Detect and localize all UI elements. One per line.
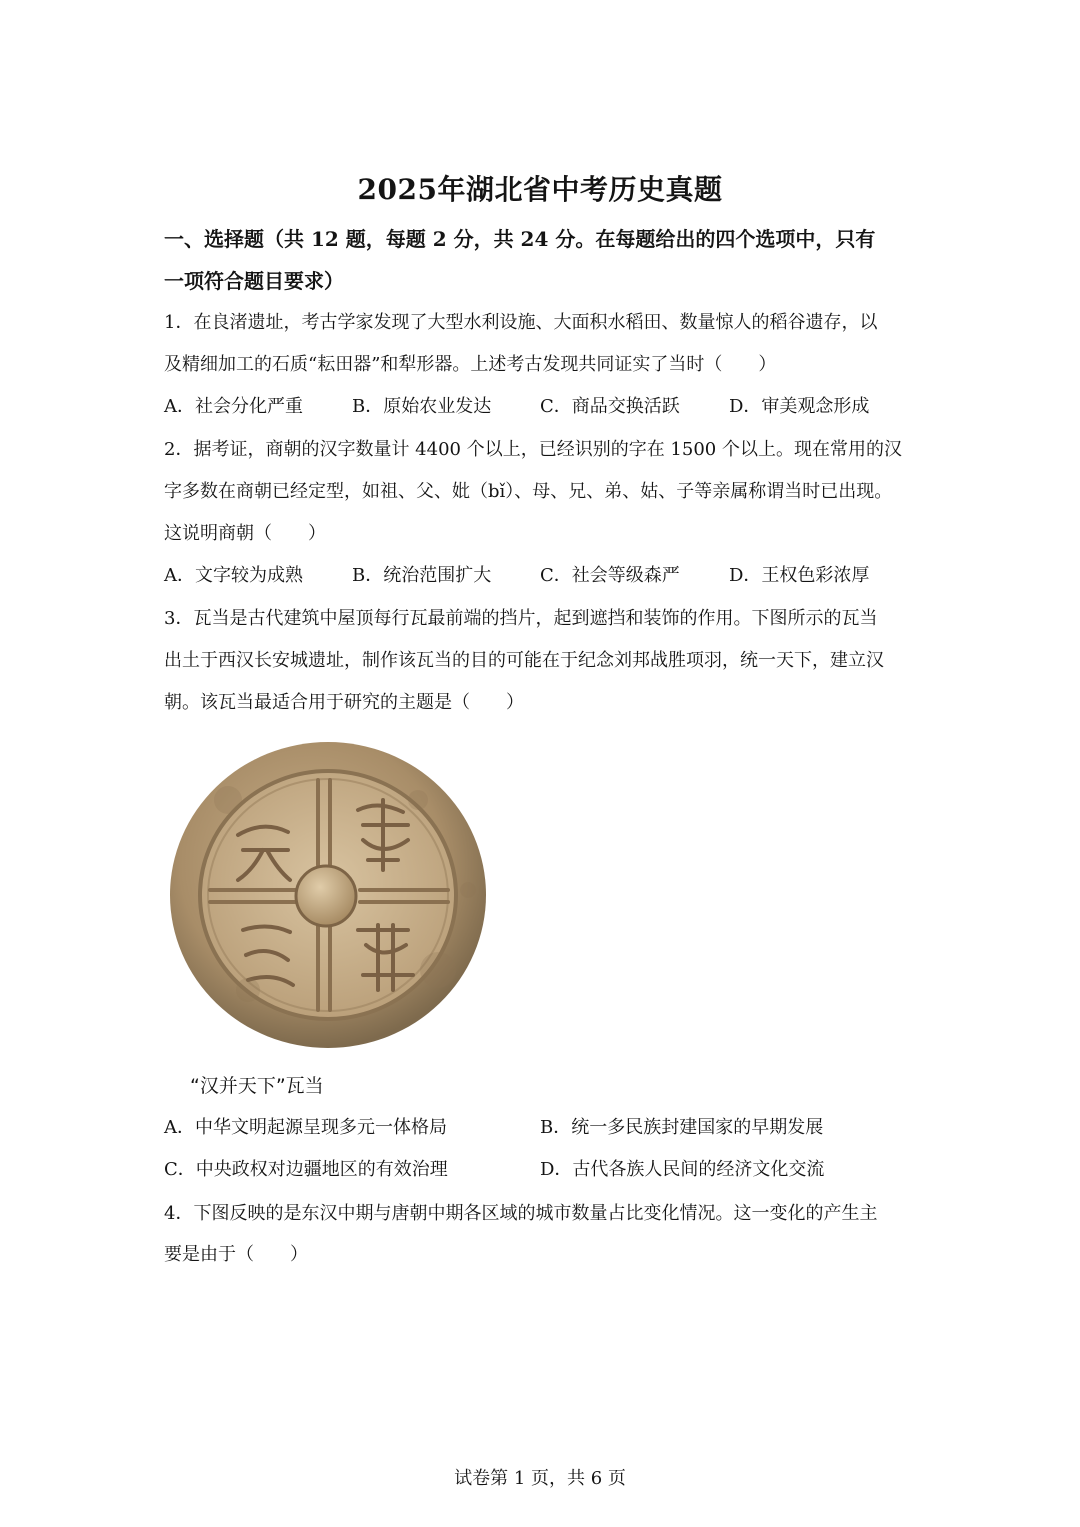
q1-option-c: C．商品交换活跃 — [540, 396, 680, 417]
section-heading-line-1: 一、选择题（共 12 题，每题 2 分，共 24 分。在每题给出的四个选项中，只有 — [164, 227, 876, 251]
page-title: 2025年湖北省中考历史真题 — [357, 173, 723, 206]
q4-stem-line-2: 要是由于（ ） — [164, 1244, 308, 1265]
q2-stem-line-1: 2．据考证，商朝的汉字数量计 4400 个以上，已经识别的字在 1500 个以上。现在常用的汉 — [164, 439, 902, 460]
q2-option-b: B．统治范围扩大 — [352, 565, 492, 586]
q2-option-a: A．文字较为成熟 — [164, 565, 303, 586]
section-heading-line-2: 一项符合题目要求） — [164, 269, 344, 293]
roof-tile-image — [168, 740, 498, 1050]
eave-tile-photo — [168, 740, 498, 1050]
q1-option-a: A．社会分化严重 — [164, 396, 303, 417]
q2-option-c: C．社会等级森严 — [540, 565, 680, 586]
q1-stem-line-1: 1．在良渚遗址，考古学家发现了大型水利设施、大面积水稻田、数量惊人的稻谷遗存，以 — [164, 312, 878, 333]
q3-stem-line-3: 朝。该瓦当最适合用于研究的主题是（ ） — [164, 692, 524, 713]
q3-option-c: C．中央政权对边疆地区的有效治理 — [164, 1159, 448, 1180]
q1-option-b: B．原始农业发达 — [352, 396, 492, 417]
page-footer: 试卷第 1 页，共 6 页 — [454, 1468, 626, 1489]
q2-option-d: D．王权色彩浓厚 — [729, 565, 870, 586]
q3-stem-line-2: 出土于西汉长安城遗址，制作该瓦当的目的可能在于纪念刘邦战胜项羽，统一天下，建立汉 — [164, 650, 884, 671]
q3-option-b: B．统一多民族封建国家的早期发展 — [540, 1117, 824, 1138]
q3-stem-line-1: 3．瓦当是古代建筑中屋顶每行瓦最前端的挡片，起到遮挡和装饰的作用。下图所示的瓦当 — [164, 608, 878, 629]
q2-stem-line-3: 这说明商朝（ ） — [164, 523, 326, 544]
q1-stem-line-2: 及精细加工的石质“耘田器”和犁形器。上述考古发现共同证实了当时（ ） — [164, 354, 777, 375]
q4-stem-line-1: 4．下图反映的是东汉中期与唐朝中期各区域的城市数量占比变化情况。这一变化的产生主 — [164, 1203, 878, 1224]
q2-stem-line-2: 字多数在商朝已经定型，如祖、父、妣（bǐ）、母、兄、弟、姑、子等亲属称谓当时已出现。 — [164, 481, 893, 502]
q3-option-d: D．古代各族人民间的经济文化交流 — [540, 1159, 825, 1180]
q1-option-d: D．审美观念形成 — [729, 396, 870, 417]
q3-option-a: A．中华文明起源呈现多元一体格局 — [164, 1117, 447, 1138]
figure-caption: “汉并天下”瓦当 — [190, 1075, 324, 1097]
